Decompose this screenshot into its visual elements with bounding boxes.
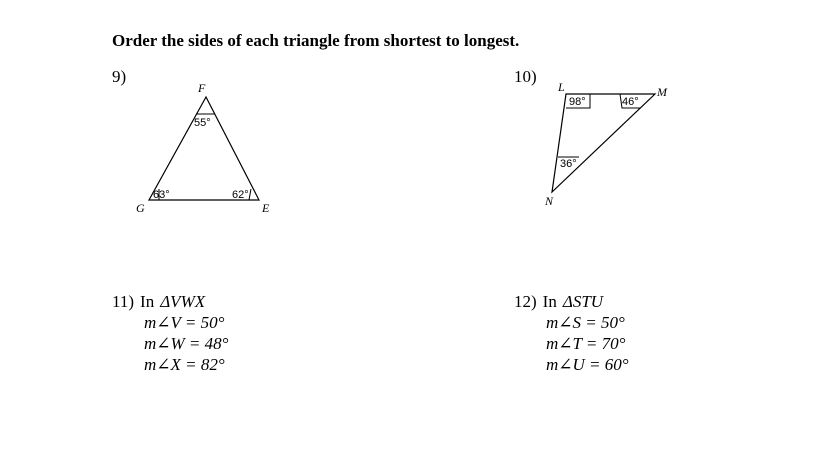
problem-11-triangle: ΔVWX (160, 292, 206, 311)
problem-12-angle-s: m∠S = 50° (546, 313, 625, 332)
problem-12-angle-u: m∠U = 60° (546, 355, 629, 374)
problem-11-angle-x: m∠X = 82° (144, 355, 225, 374)
problem-12 (514, 291, 629, 375)
problem-11-angle-w: m∠W = 48° (144, 334, 229, 353)
problem-9-number: 9) (112, 67, 127, 86)
vertex-f-label: F (198, 81, 206, 95)
problem-11-number: 11) (112, 292, 135, 311)
problem-11-intro: In (140, 292, 155, 311)
angle-m-measure: 46° (622, 96, 639, 108)
problem-11 (112, 291, 228, 375)
problem-12-number: 12) (514, 292, 537, 311)
angle-e-arc (249, 189, 251, 200)
triangle-lmn-shape (552, 94, 655, 192)
vertex-m-label: M (657, 85, 667, 99)
triangle-fge-shape (149, 97, 259, 200)
problem-12-triangle: ΔSTU (562, 292, 604, 311)
problem-11-angle-v: m∠V = 50° (144, 313, 225, 332)
vertex-g-label: G (136, 201, 145, 215)
vertex-n-label: N (545, 194, 554, 208)
problem-12-intro: In (542, 292, 557, 311)
angle-g-measure: 63° (153, 189, 170, 201)
angle-l-measure: 98° (569, 96, 586, 108)
vertex-l-label: L (558, 80, 565, 94)
triangle-fge (136, 81, 270, 215)
angle-f-measure: 55° (194, 117, 211, 129)
problem-12-angle-t: m∠T = 70° (546, 334, 626, 353)
angle-n-measure: 36° (560, 158, 577, 170)
angle-e-measure: 62° (232, 189, 249, 201)
problem-10-number: 10) (514, 67, 537, 86)
worksheet-instructions: Order the sides of each triangle from shortest to longest. (112, 31, 520, 50)
triangle-lmn (544, 80, 668, 208)
vertex-e-label: E (262, 201, 270, 215)
